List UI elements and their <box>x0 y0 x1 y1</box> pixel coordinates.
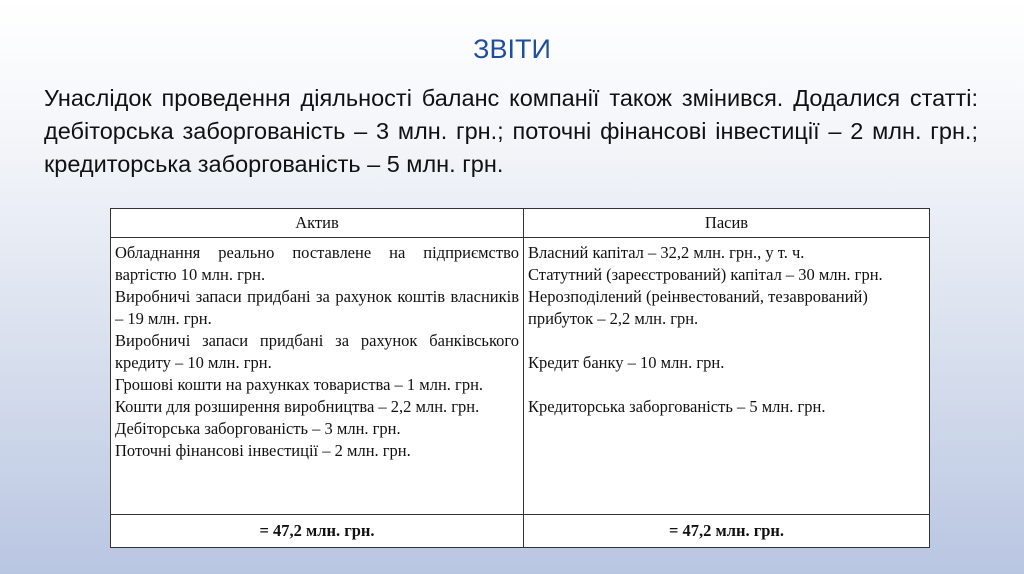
table-header-row <box>111 209 930 238</box>
assets-total: = 47,2 млн. грн. <box>111 515 524 548</box>
liabilities-cell <box>524 238 930 515</box>
table-total-row <box>111 515 930 548</box>
liabilities-total: = 47,2 млн. грн. <box>524 515 930 548</box>
liabilities-header: Пасив <box>524 209 930 238</box>
spacer <box>528 374 925 396</box>
table-body-row <box>111 238 930 515</box>
spacer <box>528 330 925 352</box>
intro-paragraph: Унаслідок проведення діяльності баланс компанії також змінився. Додалися статті: дебіторська заборгованість – 3 млн. грн.; поточні фінансові інвестиції – 2 млн. грн.; кредиторська заборгованість – 5 млн. грн. <box>44 85 978 177</box>
assets-cell <box>111 238 524 515</box>
asset-item: Кошти для розширення виробництва – 2,2 млн. грн. <box>115 397 480 416</box>
liability-item: Кредиторська заборгованість – 5 млн. грн. <box>528 397 826 416</box>
asset-item: Грошові кошти на рахунках товариства – 1 млн. грн. <box>115 375 484 394</box>
liability-item: Статутний (зареєстрований) капітал – 30 млн. грн. <box>528 265 883 284</box>
assets-header: Актив <box>111 209 524 238</box>
asset-item: Поточні фінансові інвестиції – 2 млн. грн. <box>115 441 411 460</box>
slide-title: ЗВІТИ <box>473 34 551 64</box>
asset-item: Виробничі запаси придбані за рахунок коштів власників – 19 млн. грн. <box>115 287 519 328</box>
liability-item: Кредит банку – 10 млн. грн. <box>528 353 725 372</box>
liability-item: Нерозподілений (реінвестований, тезаврований) прибуток – 2,2 млн. грн. <box>528 287 868 328</box>
asset-item: Дебіторська заборгованість – 3 млн. грн. <box>115 419 401 438</box>
asset-item: Обладнання реально поставлене на підприємство вартістю 10 млн. грн. <box>115 243 519 284</box>
balance-sheet-table <box>110 208 930 548</box>
asset-item: Виробничі запаси придбані за рахунок банківського кредиту – 10 млн. грн. <box>115 331 519 372</box>
liability-item: Власний капітал – 32,2 млн. грн., у т. ч. <box>528 243 805 262</box>
